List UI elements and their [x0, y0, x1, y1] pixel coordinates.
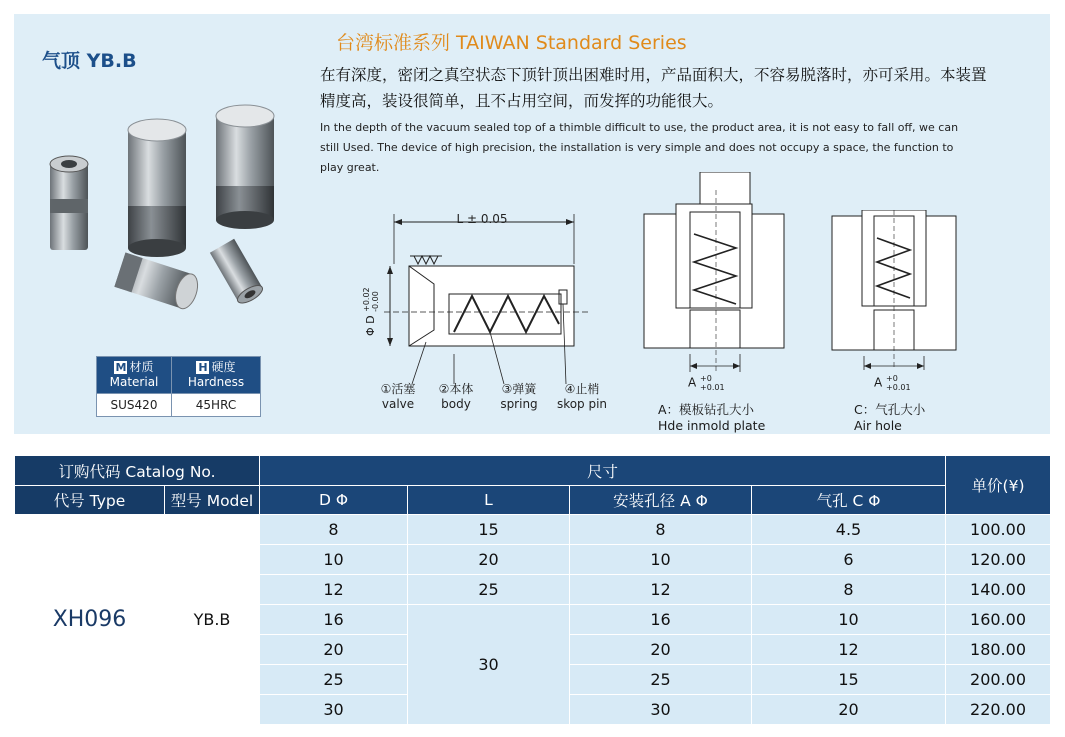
diameter-cell: 12 [260, 575, 408, 605]
mount-hole-cell: 10 [570, 545, 752, 575]
part-label-valve [366, 382, 430, 412]
part-name-en: body [441, 397, 471, 411]
tolerance-bottom: +0.01 [700, 383, 725, 392]
mount-hole-cell: 25 [570, 665, 752, 695]
material-table [96, 356, 261, 417]
part-label-body [424, 382, 488, 412]
part-name-en: spring [500, 397, 538, 411]
price-header: 单价(¥) [946, 456, 1051, 515]
part-label-spring [484, 382, 554, 412]
type-header: 代号 Type [15, 486, 165, 515]
mount-hole-cell: 12 [570, 575, 752, 605]
hardness-header [172, 357, 261, 394]
description-chinese: 在有深度，密闭之真空状态下顶针顶出困难时用，产品面积大，不容易脱落时，亦可采用。本装置精度高，装设很简单，且不占用空间，而发挥的功能很大。 [320, 66, 987, 110]
material-header-cn: 材质 [129, 360, 154, 374]
tolerance-top: +0 [700, 374, 712, 383]
series-title: 台湾标准系列 TAIWAN Standard Series [336, 32, 687, 54]
catalog-number-header: 订购代码 Catalog No. [15, 456, 260, 486]
plate-hole-caption-en: Hde inmold plate [658, 418, 766, 433]
air-hole-cell: 8 [752, 575, 946, 605]
material-header-en: Material [109, 375, 159, 389]
dimension-letter: A [874, 375, 883, 390]
length-header: L [408, 486, 570, 515]
catalog-table [14, 455, 1051, 725]
product-title: 气顶 YB.B [42, 50, 137, 72]
length-cell: 25 [408, 575, 570, 605]
diameter-tolerance-bottom: -0.00 [371, 291, 380, 312]
installation-drawing-air-hole [830, 210, 960, 370]
air-hole-header: 气孔 C Φ [752, 486, 946, 515]
part-number: ③ [501, 382, 513, 396]
price-cell: 120.00 [946, 545, 1051, 575]
price-cell: 220.00 [946, 695, 1051, 725]
air-hole-cell: 4.5 [752, 515, 946, 545]
part-number: ④ [564, 382, 576, 396]
model-header: 型号 Model [165, 486, 260, 515]
diameter-symbol: Φ D [364, 315, 377, 336]
plate-hole-caption [658, 402, 765, 434]
product-info-panel [14, 14, 1050, 434]
price-cell: 140.00 [946, 575, 1051, 605]
mount-hole-cell: 16 [570, 605, 752, 635]
length-cell: 20 [408, 545, 570, 575]
size-header: 尺寸 [260, 456, 946, 486]
diameter-cell: 20 [260, 635, 408, 665]
part-name-cn: 止梢 [575, 382, 600, 396]
length-cell: 15 [408, 515, 570, 545]
hardness-header-cn: 硬度 [211, 360, 236, 374]
hardness-value: 45HRC [172, 394, 261, 417]
mount-hole-cell: 8 [570, 515, 752, 545]
part-name-cn: 活塞 [391, 382, 416, 396]
part-name-en: skop pin [556, 397, 608, 411]
part-number: ① [380, 382, 392, 396]
tolerance-bottom: +0.01 [886, 383, 911, 392]
diameter-cell: 10 [260, 545, 408, 575]
type-code-cell: XH096 [15, 515, 165, 725]
hardness-icon: H [198, 361, 208, 374]
mount-hole-cell: 20 [570, 635, 752, 665]
diameter-tolerance-top: +0.02 [362, 287, 371, 312]
air-hole-cell: 6 [752, 545, 946, 575]
air-hole-cell: 20 [752, 695, 946, 725]
description-english: In the depth of the vacuum sealed top of a thimble difficult to use, the product area, it is not easy to fall off, we can still Used. The device of high precision, the installation is very simple and does not occupy a space, the function to play great. [320, 121, 959, 174]
part-label-stop-pin [546, 382, 618, 412]
plate-hole-dimension [688, 374, 725, 392]
material-icon: M [115, 361, 127, 374]
mount-hole-cell: 30 [570, 695, 752, 725]
table-row [15, 515, 1051, 545]
mount-hole-header: 安装孔径 A Φ [570, 486, 752, 515]
hardness-header-en: Hardness [187, 375, 245, 389]
installation-drawing-plate-hole [640, 172, 790, 372]
diameter-cell: 25 [260, 665, 408, 695]
part-name-cn: 弹簧 [512, 382, 537, 396]
cross-section-drawing [354, 204, 604, 384]
air-hole-cell: 10 [752, 605, 946, 635]
price-cell: 160.00 [946, 605, 1051, 635]
air-hole-dimension [874, 374, 911, 392]
material-header [97, 357, 172, 394]
price-cell: 180.00 [946, 635, 1051, 665]
length-merged-cell: 30 [408, 605, 570, 725]
material-value: SUS420 [97, 394, 172, 417]
part-name-en: valve [381, 397, 415, 411]
part-number: ② [438, 382, 450, 396]
price-cell: 200.00 [946, 665, 1051, 695]
length-dimension-label: L ± 0.05 [456, 212, 508, 226]
plate-hole-caption-cn: A：模板钻孔大小 [658, 402, 755, 417]
price-cell: 100.00 [946, 515, 1051, 545]
diameter-cell: 30 [260, 695, 408, 725]
air-hole-caption [854, 402, 925, 434]
diameter-header: D Φ [260, 486, 408, 515]
diameter-cell: 8 [260, 515, 408, 545]
air-hole-cell: 15 [752, 665, 946, 695]
air-hole-cell: 12 [752, 635, 946, 665]
part-name-cn: 本体 [449, 382, 474, 396]
dimension-letter: A [688, 375, 697, 390]
product-photo [28, 94, 288, 324]
diameter-dimension-label [362, 287, 380, 336]
tolerance-top: +0 [886, 374, 898, 383]
diameter-cell: 16 [260, 605, 408, 635]
model-cell: YB.B [165, 515, 260, 725]
air-hole-caption-en: Air hole [854, 418, 902, 433]
air-hole-caption-cn: C：气孔大小 [854, 402, 926, 417]
